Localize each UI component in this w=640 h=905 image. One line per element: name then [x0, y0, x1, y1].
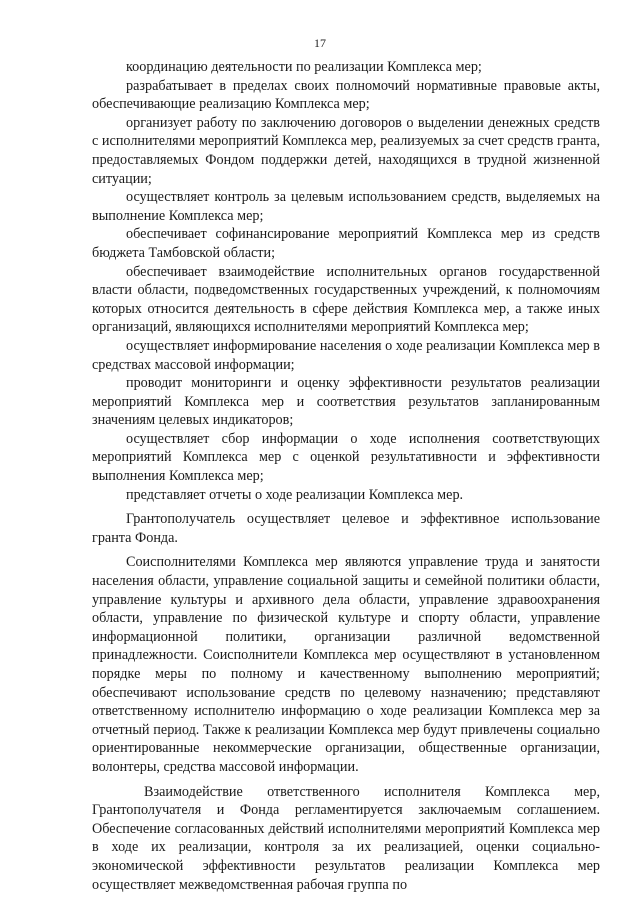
paragraph-contracts: организует работу по заключению договоров о выделении денежных средств с исполнителями мероприятий Комплекса мер, реализуемых за счет средств гранта, предоставляемых Фондом поддержки детей, находящихся в трудной жизненной ситуации;: [92, 114, 600, 187]
page-number: 17: [314, 36, 326, 50]
paragraph-co-executors: Соисполнителями Комплекса мер являются управление труда и занятости населения области, управление социальной защиты и семейной политики области, управление культуры и архивного дела области, управление здравоохранения области, управление по физической культуре и спорту области, управление информационной политики, организации различной ведомственной принадлежности. Соисполнители Комплекса мер осуществляют в установленном порядке меры по полному и качественному выполнению мероприятий; обеспечивают использование средств по целевому назначению; представляют ответственному исполнителю информацию о ходе реализации Комплекса мер за отчетный период. Также к реализации Комплекса мер будут привлечены социально ориентированные некоммерческие организации, общественные организации, волонтеры, средства массовой информации.: [92, 554, 600, 775]
paragraph-grant-recipient: Грантополучатель осуществляет целевое и эффективное использование гранта Фонда.: [92, 511, 600, 546]
paragraph-data-collection: осуществляет сбор информации о ходе исполнения соответствующих мероприятий Комплекса мер с оценкой результативности и эффективности выполнения Комплекса мер;: [92, 430, 600, 485]
paragraph-coordination: координацию деятельности по реализации Комплекса мер;: [126, 59, 482, 75]
paragraph-informing: осуществляет информирование населения о ходе реализации Комплекса мер в средствах массовой информации;: [92, 337, 600, 373]
paragraph-control: осуществляет контроль за целевым использованием средств, выделяемых на выполнение Комплекса мер;: [92, 189, 600, 224]
paragraph-legal-acts: разрабатывает в пределах своих полномочий нормативные правовые акты, обеспечивающие реализацию Комплекса мер;: [92, 77, 600, 113]
paragraph-monitoring: проводит мониторинги и оценку эффективности результатов реализации мероприятий Комплекса мер и соответствия результатов запланированным значениям целевых индикаторов;: [92, 375, 600, 429]
paragraph-reports: представляет отчеты о ходе реализации Комплекса мер.: [126, 486, 464, 503]
paragraph-cofinancing: обеспечивает софинансирование мероприятий Комплекса мер из средств бюджета Тамбовской области;: [92, 226, 600, 261]
paragraph-cooperation: Взаимодействие ответственного исполнителя Комплекса мер, Грантополучателя и Фонда регламентируется заключаемым соглашением. Обеспечение согласованных действий исполнителями мероприятий Комплекса мер в ходе их реализации, контроля за их реализацией, оценки социально-экономической эффективности результатов реализации Комплекса мер осуществляет межведомственная рабочая группа по: [92, 783, 600, 893]
paragraph-interaction: обеспечивает взаимодействие исполнительных органов государственной власти области, подведомственных государственных учреждений, к полномочиям которых относится деятельность в сфере действия Комплекса мер, а также иных организаций, являющихся исполнителями мероприятий Комплекса мер;: [92, 263, 600, 336]
